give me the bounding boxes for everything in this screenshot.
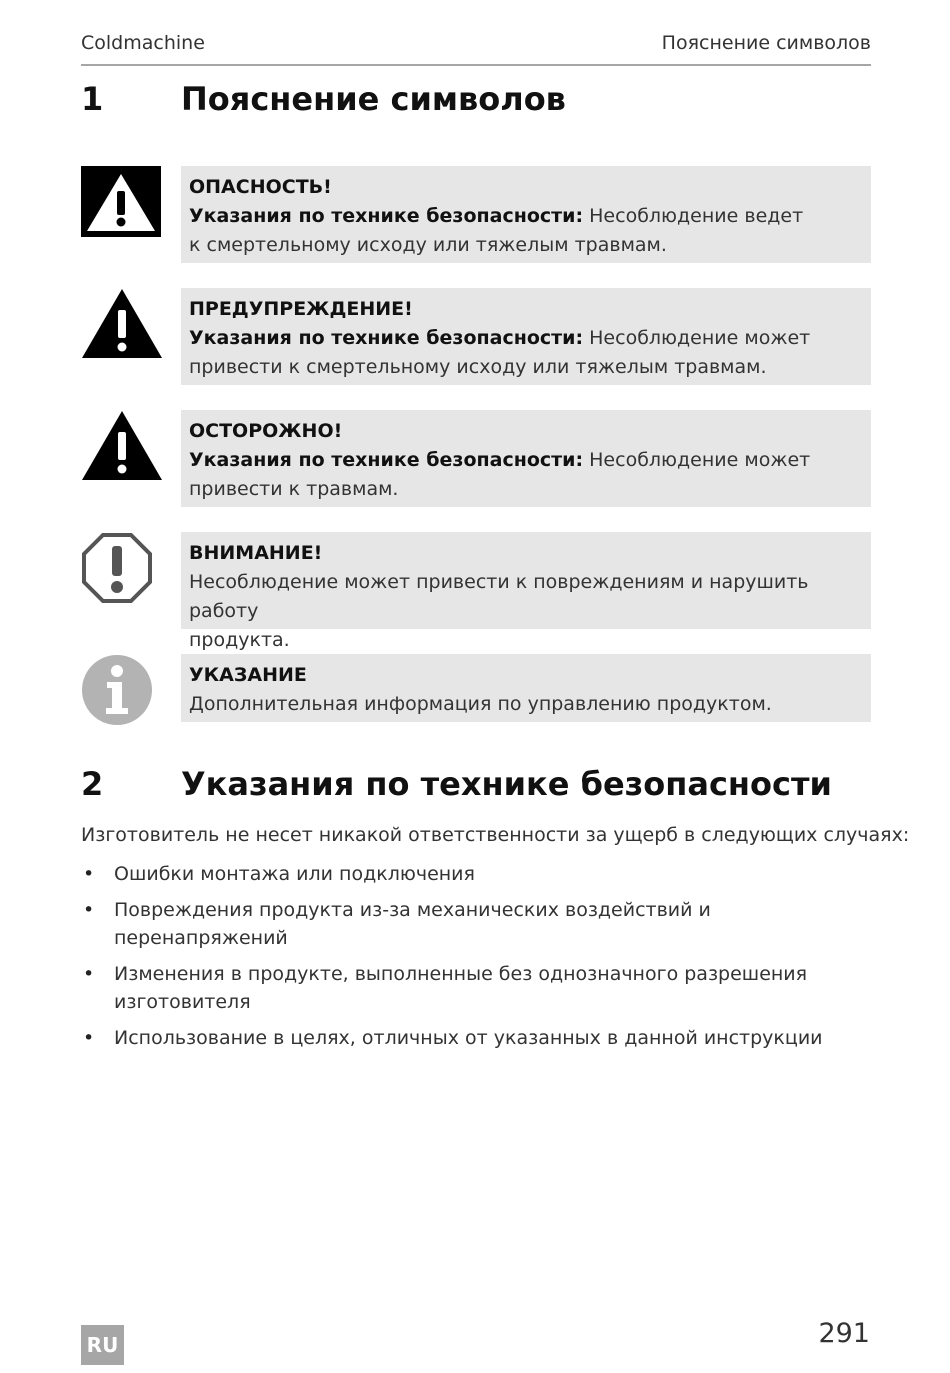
bullet-icon: • [83,899,95,921]
notice-note-label: УКАЗАНИЕ [189,664,307,686]
section-2-heading [81,765,871,809]
notice-warning-label: ПРЕДУПРЕЖДЕНИЕ! [189,298,413,320]
section-1-heading [81,80,871,124]
section-1-number: 1 [81,80,104,118]
notice-attention-text-1: Несоблюдение может привести к повреждениям и нарушить работу [189,571,809,622]
section-2-number: 2 [81,765,104,803]
list-item-text-continued: изготовителя [114,991,251,1013]
notice-danger [81,166,871,263]
notice-caution [81,410,871,507]
list-item [81,860,871,888]
attention-octagon-icon [81,532,153,604]
notice-note-box [181,654,871,722]
notice-note [81,654,871,722]
list-item-text: Использование в целях, отличных от указанных в данной инструкции [114,1027,823,1049]
list-item-text: Повреждения продукта из-за механических воздействий и перенапряжений [114,899,711,949]
warning-triangle-icon [81,288,163,360]
notice-attention-text-2: продукта. [189,629,290,651]
caution-triangle-icon [81,410,163,482]
bullet-icon: • [83,1027,95,1049]
notice-attention-box [181,532,871,651]
list-item [81,896,871,952]
notice-caution-label: ОСТОРОЖНО! [189,420,343,442]
notice-attention [81,532,871,651]
notice-danger-text-1: Несоблюдение ведет [589,205,804,227]
liability-exclusions-list [81,860,871,1060]
notice-caution-text-2: привести к травмам. [189,478,399,500]
notice-warning-box [181,288,871,385]
list-item [81,960,871,1016]
section-2-intro: Изготовитель не несет никакой ответственности за ущерб в следующих случаях: [81,824,910,846]
notice-attention-label: ВНИМАНИЕ! [189,542,323,564]
info-icon [81,654,153,726]
header-section-title: Пояснение символов [661,32,871,54]
list-item-text: Ошибки монтажа или подключения [114,863,475,885]
list-item-text: Изменения в продукте, выполненные без однозначного разрешения [114,963,808,985]
notice-danger-lead: Указания по технике безопасности: [189,205,584,227]
notice-warning-lead: Указания по технике безопасности: [189,327,584,349]
list-item [81,1024,871,1052]
bullet-icon: • [83,963,95,985]
notice-caution-lead: Указания по технике безопасности: [189,449,584,471]
bullet-icon: • [83,863,95,885]
notice-danger-label: ОПАСНОСТЬ! [189,176,332,198]
notice-warning-text-1: Несоблюдение может [589,327,811,349]
notice-danger-box [181,166,871,263]
notice-warning [81,288,871,385]
notice-warning-text-2: привести к смертельному исходу или тяжелым травмам. [189,356,767,378]
notice-note-text: Дополнительная информация по управлению продуктом. [189,693,772,715]
danger-warning-icon [81,166,161,237]
section-2-title: Указания по технике безопасности [181,765,832,803]
page-number: 291 [818,1318,870,1349]
language-badge: RU [81,1325,124,1365]
notice-caution-box [181,410,871,507]
notice-danger-text-2: к смертельному исходу или тяжелым травмам. [189,234,667,256]
header-product-name: Coldmachine [81,32,205,54]
section-1-title: Пояснение символов [181,80,566,118]
page-header [81,30,871,66]
notice-caution-text-1: Несоблюдение может [589,449,811,471]
